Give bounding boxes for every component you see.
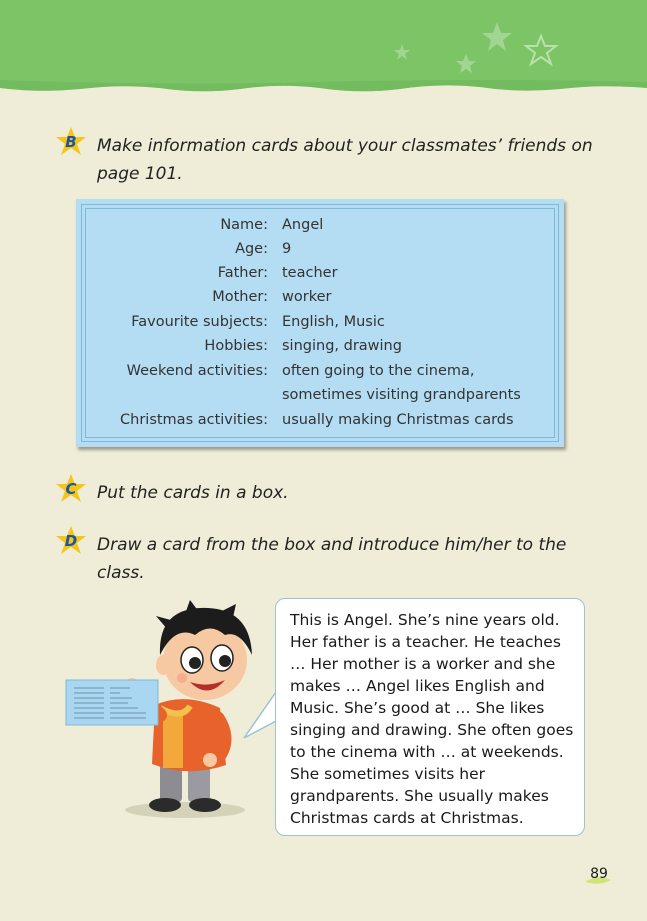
instruction-text: Make information cards about your classmates’ friends on page 101. [97,136,593,184]
star-badge-d [55,525,87,557]
card-row [76,285,564,309]
badge-letter: B [65,133,77,151]
card-value: 9 [282,241,292,257]
card-value: English, Music [282,314,385,330]
card-row [76,334,564,358]
star-badge-c [55,473,87,505]
card-value: Angel [282,217,324,233]
badge-letter: D [64,532,78,550]
card-value: often going to the cinema, [282,363,475,379]
card-row [76,261,564,285]
card-label: Mother: [212,289,268,305]
top-banner [0,0,647,100]
card-row [76,408,564,432]
speech-text: This is Angel. She’s nine years old. Her father is a teacher. He teaches … Her mother is a worker and she makes … Angel likes English and Music. She’s good at … She likes singing and drawing. She often goes to the cinema with … at weekends. She sometimes visits her grandparents. She usually makes Christmas cards at Christmas. [290,611,574,827]
information-card [76,199,564,447]
card-row [76,383,564,407]
speech-bubble [275,598,585,836]
card-label: Father: [217,265,268,281]
card-label: Name: [220,217,268,233]
card-row [76,237,564,261]
card-value: sometimes visiting grandparents [282,387,521,403]
card-label: Age: [235,241,268,257]
instruction-text: Draw a card from the box and introduce him/her to the class. [97,535,567,583]
card-label: Hobbies: [204,338,268,354]
card-row [76,359,564,383]
card-label: Favourite subjects: [131,314,268,330]
star-badge-b [55,126,87,158]
card-label: Weekend activities: [126,363,268,379]
instruction-text: Put the cards in a box. [97,483,289,503]
card-row [76,310,564,334]
card-row [76,213,564,237]
card-value: usually making Christmas cards [282,412,514,428]
badge-letter: C [65,480,77,498]
card-label: Christmas activities: [120,412,268,428]
page-number: 89 [590,866,608,882]
card-value: teacher [282,265,338,281]
card-value: singing, drawing [282,338,402,354]
card-value: worker [282,289,332,305]
